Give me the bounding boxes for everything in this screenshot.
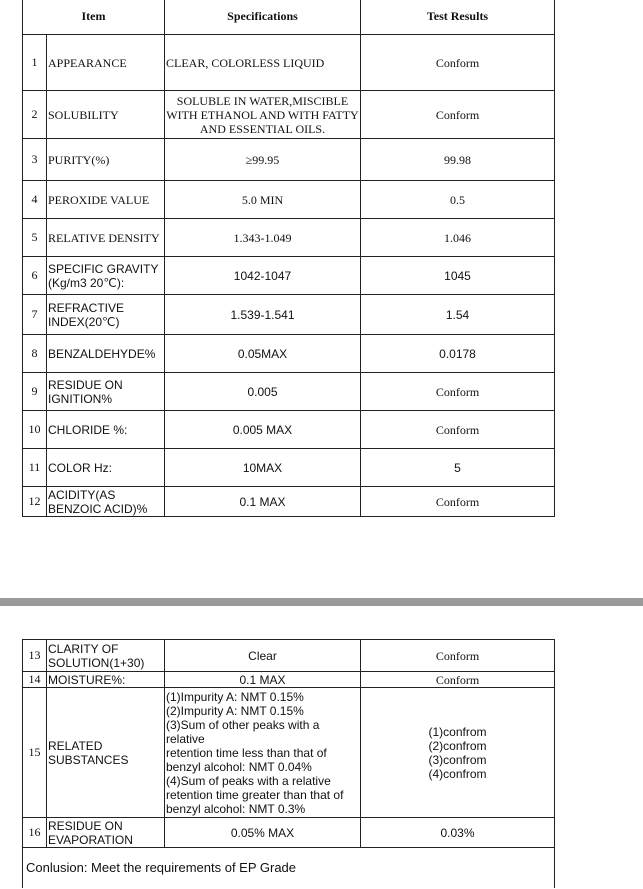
item-name: RESIDUE ON IGNITION% [47, 373, 165, 411]
specification: Clear [165, 640, 361, 672]
row-number: 1 [23, 35, 47, 91]
spec-line: benzyl alcohol: NMT 0.3% [166, 801, 306, 816]
specification: 1.343-1.049 [165, 219, 361, 257]
row-number: 7 [23, 295, 47, 335]
test-result: Conform [361, 487, 555, 517]
result-line: (4)confrom [428, 766, 487, 781]
test-result: 0.0178 [361, 335, 555, 373]
header-specifications: Specifications [165, 0, 361, 35]
row-number: 15 [23, 688, 47, 818]
table-row [23, 335, 555, 373]
table-row [23, 219, 555, 257]
item-name: MOISTURE%: [47, 672, 165, 688]
item-name: RELATIVE DENSITY [47, 219, 165, 257]
header-test-results: Test Results [361, 0, 555, 35]
table-row [23, 35, 555, 91]
specification: 0.05MAX [165, 335, 361, 373]
item-name: RELATED SUBSTANCES [47, 688, 165, 818]
row-number: 9 [23, 373, 47, 411]
table-row [23, 373, 555, 411]
item-name: CHLORIDE %: [47, 411, 165, 449]
item-name: SOLUBILITY [47, 91, 165, 139]
test-result: Conform [361, 91, 555, 139]
test-result: Conform [361, 411, 555, 449]
specification: 5.0 MIN [165, 181, 361, 219]
conclusion-text: Conlusion: Meet the requirements of EP Grade [23, 848, 555, 888]
item-name: RESIDUE ON EVAPORATION [47, 818, 165, 848]
specification-list [165, 688, 361, 818]
test-result: Conform [361, 373, 555, 411]
row-number: 13 [23, 640, 47, 672]
test-result: Conform [361, 640, 555, 672]
result-line: (1)confrom [428, 724, 487, 739]
row-number: 2 [23, 91, 47, 139]
table-row [23, 91, 555, 139]
spec-line: benzyl alcohol: NMT 0.04% [166, 759, 312, 774]
specification: SOLUBLE IN WATER,MISCIBLE WITH ETHANOL AND WITH FATTY AND ESSENTIAL OILS. [165, 91, 361, 139]
table-row [23, 257, 555, 295]
item-name: PURITY(%) [47, 139, 165, 181]
table-row [23, 688, 555, 818]
row-number: 10 [23, 411, 47, 449]
test-result: Conform [361, 672, 555, 688]
test-result: 1.046 [361, 219, 555, 257]
specification: 0.1 MAX [165, 672, 361, 688]
result-line: (3)confrom [428, 752, 487, 767]
table-row [23, 672, 555, 688]
table-row [23, 640, 555, 672]
page-break-divider [0, 598, 643, 606]
row-number: 12 [23, 487, 47, 517]
row-number: 14 [23, 672, 47, 688]
item-name: BENZALDEHYDE% [47, 335, 165, 373]
specification: ≥99.95 [165, 139, 361, 181]
table-header-row [23, 0, 555, 35]
item-name: ACIDITY(AS BENZOIC ACID)% [47, 487, 165, 517]
specification: 1.539-1.541 [165, 295, 361, 335]
spec-line: retention time less than that of [166, 745, 327, 760]
item-name: SPECIFIC GRAVITY (Kg/m3 20℃): [47, 257, 165, 295]
table-row [23, 487, 555, 517]
spec-line: (2)Impurity A: NMT 0.15% [166, 703, 304, 718]
table-row [23, 295, 555, 335]
item-name: APPEARANCE [47, 35, 165, 91]
result-line: (2)confrom [428, 738, 487, 753]
table-row [23, 818, 555, 848]
specification: 0.005 [165, 373, 361, 411]
table-row [23, 139, 555, 181]
test-result: 0.5 [361, 181, 555, 219]
specification-table-page2 [22, 639, 555, 888]
specification: 0.05% MAX [165, 818, 361, 848]
spec-line: (4)Sum of peaks with a relative [166, 773, 331, 788]
test-result: 1.54 [361, 295, 555, 335]
item-name: PEROXIDE VALUE [47, 181, 165, 219]
row-number: 11 [23, 449, 47, 487]
row-number: 3 [23, 139, 47, 181]
spec-line: (3)Sum of other peaks with a relative [166, 717, 320, 746]
test-result-list [361, 688, 555, 818]
row-number: 4 [23, 181, 47, 219]
row-number: 8 [23, 335, 47, 373]
row-number: 6 [23, 257, 47, 295]
item-name: COLOR Hz: [47, 449, 165, 487]
spec-line: (1)Impurity A: NMT 0.15% [166, 689, 304, 704]
item-name: REFRACTIVE INDEX(20℃) [47, 295, 165, 335]
row-number: 16 [23, 818, 47, 848]
specification: 10MAX [165, 449, 361, 487]
specification-table-page1 [22, 0, 555, 517]
table-row [23, 181, 555, 219]
test-result: Conform [361, 35, 555, 91]
test-result: 0.03% [361, 818, 555, 848]
test-result: 5 [361, 449, 555, 487]
table-row [23, 449, 555, 487]
spec-line: retention time greater than that of [166, 787, 344, 802]
specification: 0.1 MAX [165, 487, 361, 517]
row-number: 5 [23, 219, 47, 257]
item-name: CLARITY OF SOLUTION(1+30) [47, 640, 165, 672]
test-result: 99.98 [361, 139, 555, 181]
specification: 1042-1047 [165, 257, 361, 295]
test-result: 1045 [361, 257, 555, 295]
conclusion-row [23, 848, 555, 888]
specification: 0.005 MAX [165, 411, 361, 449]
specification: CLEAR, COLORLESS LIQUID [165, 35, 361, 91]
header-item: Item [23, 0, 165, 35]
table-row [23, 411, 555, 449]
